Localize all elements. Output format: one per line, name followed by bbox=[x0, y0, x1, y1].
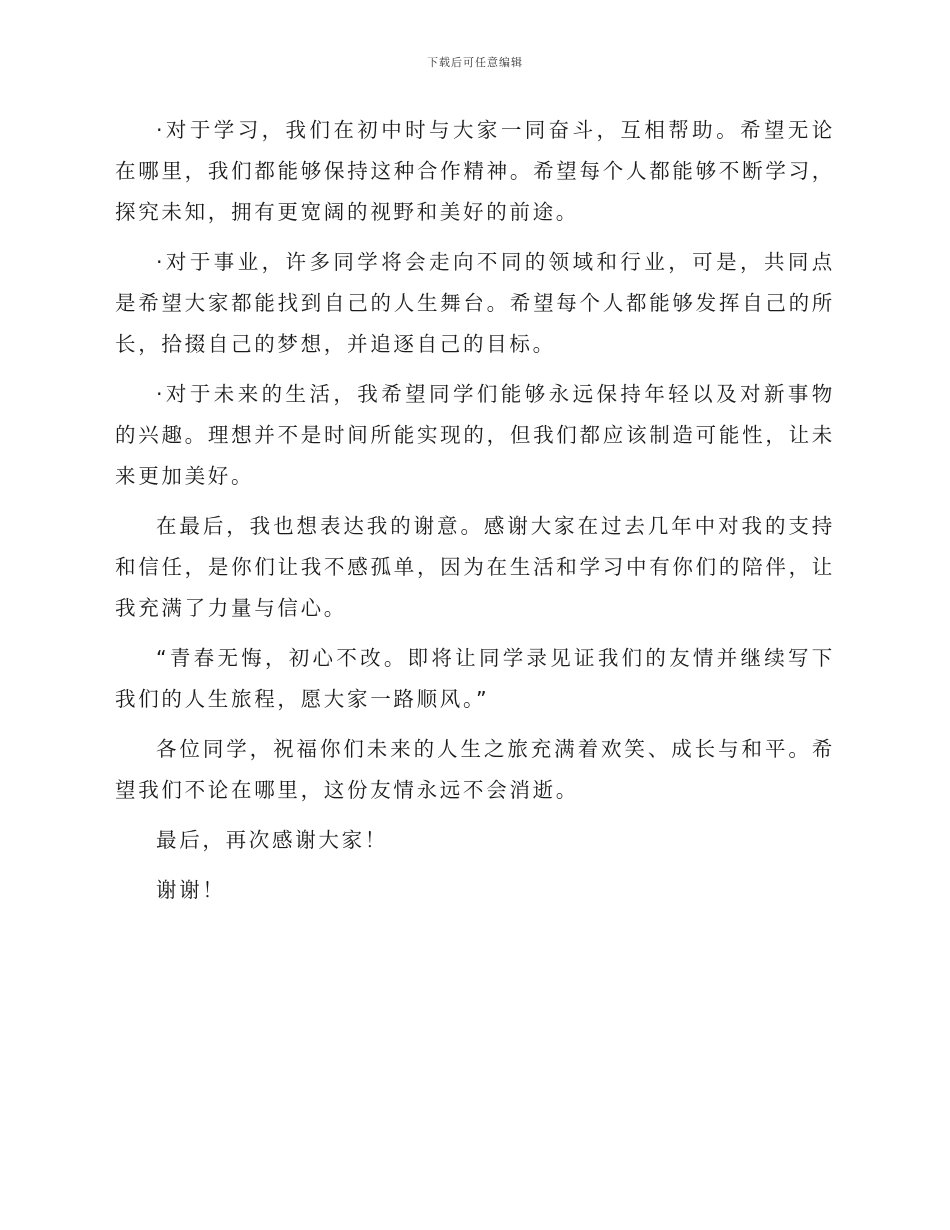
document-body bbox=[115, 110, 835, 920]
page-header-note: 下载后可任意编辑 bbox=[427, 56, 523, 69]
paragraph-study: ·对于学习，我们在初中时与大家一同奋斗，互相帮助。希望无论在哪里，我们都能够保持这种合作精神。希望每个人都能够不断学习，探究未知，拥有更宽阔的视野和美好的前途。 bbox=[115, 118, 835, 224]
paragraph-future-life: ·对于未来的生活，我希望同学们能够永远保持年轻以及对新事物的兴趣。理想并不是时间所能实现的，但我们都应该制造可能性，让未来更加美好。 bbox=[115, 382, 835, 488]
paragraph-quote: “青春无悔，初心不改。即将让同学录见证我们的友情并继续写下我们的人生旅程，愿大家一路顺风。” bbox=[115, 646, 835, 711]
paragraph-thanks-again: 最后，再次感谢大家！ bbox=[156, 828, 388, 852]
paragraph-blessing: 各位同学，祝福你们未来的人生之旅充满着欢笑、成长与和平。希望我们不论在哪里，这份友情永远不会消逝。 bbox=[115, 737, 835, 802]
paragraph-gratitude: 在最后，我也想表达我的谢意。感谢大家在过去几年中对我的支持和信任，是你们让我不感孤单，因为在生活和学习中有你们的陪伴，让我充满了力量与信心。 bbox=[115, 514, 835, 620]
paragraph-closing: 谢谢！ bbox=[156, 878, 226, 902]
paragraph-career: ·对于事业，许多同学将会走向不同的领域和行业，可是，共同点是希望大家都能找到自己的人生舞台。希望每个人都能够发挥自己的所长，拾掇自己的梦想，并追逐自己的目标。 bbox=[115, 250, 835, 356]
